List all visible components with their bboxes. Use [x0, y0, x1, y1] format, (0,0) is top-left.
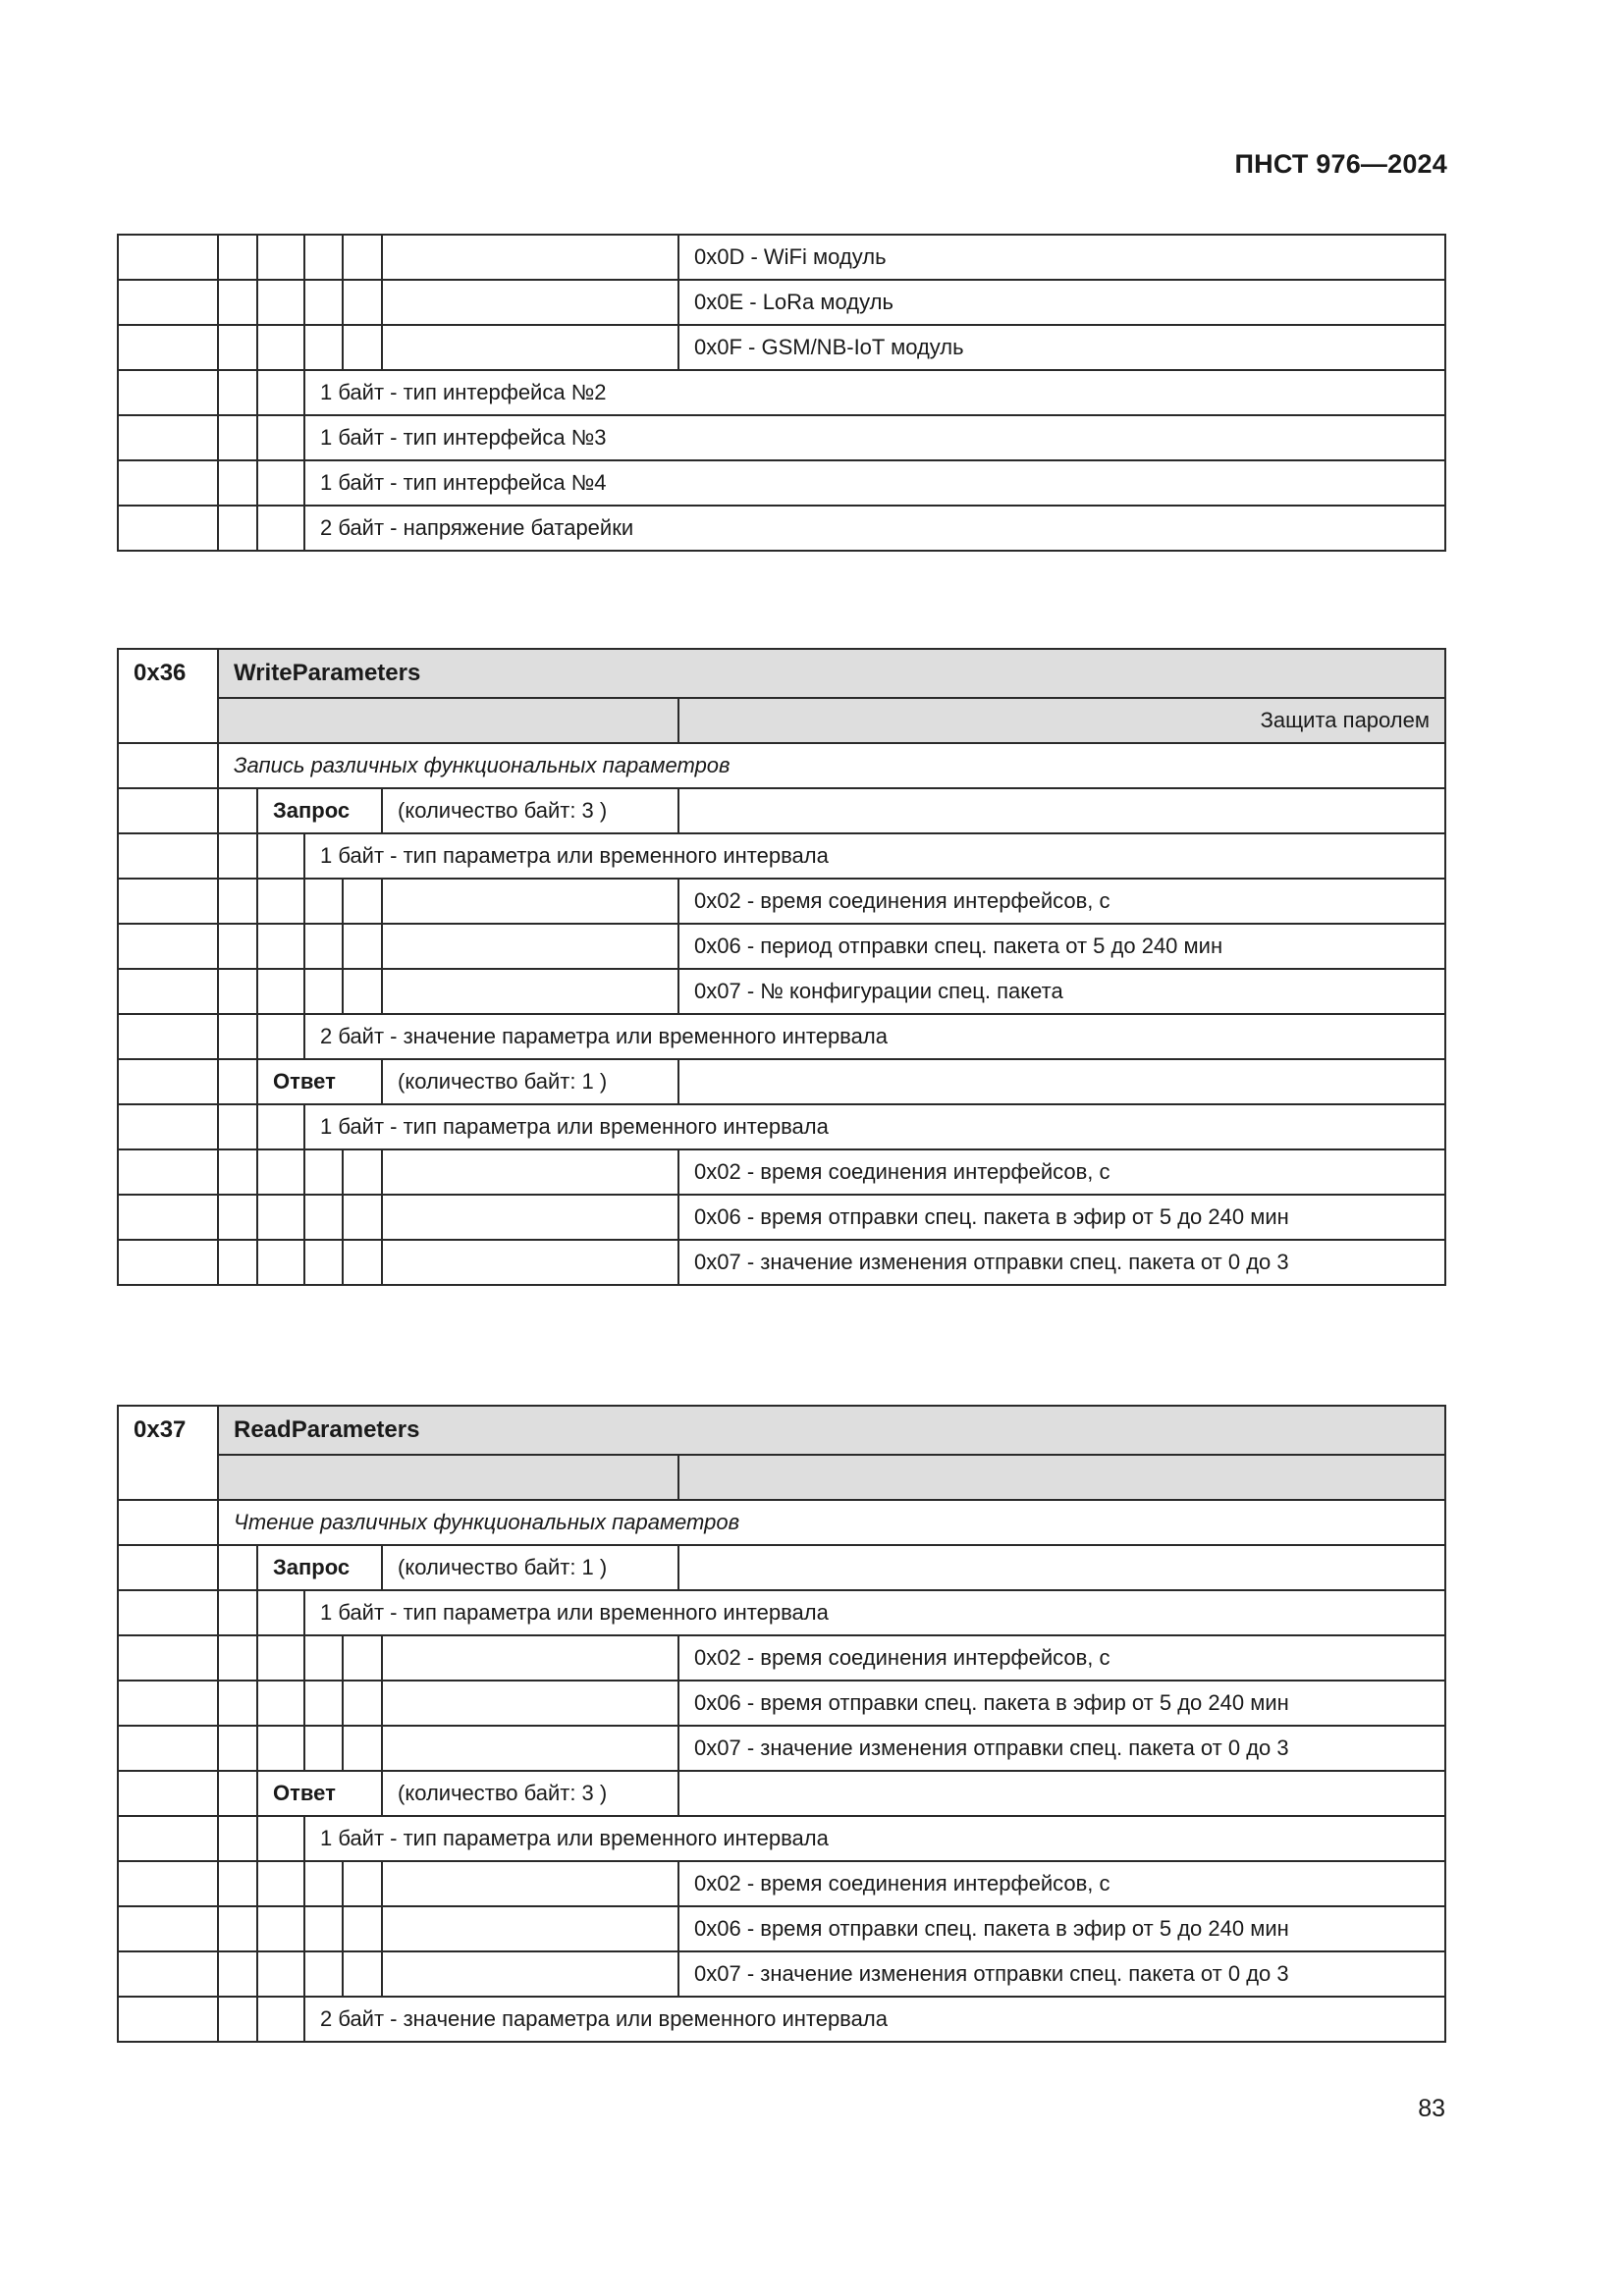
response-label: Ответ — [257, 1059, 382, 1104]
command-description: Запись различных функциональных параметров — [218, 743, 1445, 788]
request-label: Запрос — [257, 1545, 382, 1590]
table-row — [118, 924, 1445, 969]
table-row — [118, 1635, 1445, 1681]
command-code: 0x37 — [118, 1406, 218, 1500]
table-row — [118, 1906, 1445, 1951]
table-row — [118, 1014, 1445, 1059]
table-row — [118, 1861, 1445, 1906]
table-row — [118, 370, 1445, 415]
command-name: ReadParameters — [218, 1406, 1445, 1455]
value-cell: 0x07 - значение изменения отправки спец. пакета от 0 до 3 — [678, 1951, 1445, 1997]
value-cell: 0x02 - время соединения интерфейсов, с — [678, 1861, 1445, 1906]
value-cell: 0x06 - время отправки спец. пакета в эфир от 5 до 240 мин — [678, 1681, 1445, 1726]
response-label: Ответ — [257, 1771, 382, 1816]
value-cell: 0x07 - значение изменения отправки спец. пакета от 0 до 3 — [678, 1726, 1445, 1771]
request-row — [118, 1545, 1445, 1590]
response-row — [118, 1771, 1445, 1816]
protection-row — [118, 1455, 1445, 1500]
command-code: 0x36 — [118, 649, 218, 743]
byte-cell: 1 байт - тип интерфейса №2 — [304, 370, 1445, 415]
command-description: Чтение различных функциональных параметров — [218, 1500, 1445, 1545]
table-row — [118, 1240, 1445, 1285]
value-cell: 0x02 - время соединения интерфейсов, с — [678, 1149, 1445, 1195]
write-parameters-table — [117, 648, 1446, 1286]
table-row — [118, 1149, 1445, 1195]
table-row — [118, 506, 1445, 551]
description-row — [118, 1500, 1445, 1545]
table-row — [118, 1195, 1445, 1240]
table-row — [118, 415, 1445, 460]
byte-cell: 1 байт - тип параметра или временного интервала — [304, 1816, 1445, 1861]
value-cell: 0x06 - время отправки спец. пакета в эфир от 5 до 240 мин — [678, 1195, 1445, 1240]
protection-label: Защита паролем — [678, 698, 1445, 743]
page-number: 83 — [1418, 2095, 1445, 2122]
protection-row — [118, 698, 1445, 743]
byte-cell: 1 байт - тип параметра или временного интервала — [304, 1590, 1445, 1635]
document-code: ПНСТ 976—2024 — [1234, 149, 1447, 179]
value-cell: 0x0D - WiFi модуль — [678, 235, 1445, 280]
description-row — [118, 743, 1445, 788]
value-cell: 0x0E - LoRa модуль — [678, 280, 1445, 325]
byte-count: (количество байт: 3 ) — [382, 1771, 678, 1816]
table-row — [118, 280, 1445, 325]
value-cell: 0x07 - значение изменения отправки спец. пакета от 0 до 3 — [678, 1240, 1445, 1285]
value-cell: 0x02 - время соединения интерфейсов, с — [678, 879, 1445, 924]
table-row — [118, 1681, 1445, 1726]
byte-cell: 1 байт - тип интерфейса №3 — [304, 415, 1445, 460]
table-row — [118, 1726, 1445, 1771]
table-row — [118, 1590, 1445, 1635]
byte-cell: 2 байт - значение параметра или временного интервала — [304, 1014, 1445, 1059]
request-row — [118, 788, 1445, 833]
table-row — [118, 1997, 1445, 2042]
table-row — [118, 460, 1445, 506]
table-row — [118, 879, 1445, 924]
value-cell: 0x0F - GSM/NB-IoT модуль — [678, 325, 1445, 370]
byte-cell: 1 байт - тип интерфейса №4 — [304, 460, 1445, 506]
byte-cell: 2 байт - значение параметра или временного интервала — [304, 1997, 1445, 2042]
command-name: WriteParameters — [218, 649, 1445, 698]
byte-cell: 1 байт - тип параметра или временного интервала — [304, 833, 1445, 879]
table-row — [118, 325, 1445, 370]
byte-cell: 1 байт - тип параметра или временного интервала — [304, 1104, 1445, 1149]
request-label: Запрос — [257, 788, 382, 833]
value-cell: 0x06 - период отправки спец. пакета от 5 до 240 мин — [678, 924, 1445, 969]
table-row — [118, 1951, 1445, 1997]
value-cell: 0x07 - № конфигурации спец. пакета — [678, 969, 1445, 1014]
response-row — [118, 1059, 1445, 1104]
command-header-row — [118, 1406, 1445, 1455]
value-cell: 0x06 - время отправки спец. пакета в эфир от 5 до 240 мин — [678, 1906, 1445, 1951]
table-row — [118, 235, 1445, 280]
table-row — [118, 1816, 1445, 1861]
table-row — [118, 833, 1445, 879]
byte-cell: 2 байт - напряжение батарейки — [304, 506, 1445, 551]
read-parameters-table — [117, 1405, 1446, 2043]
byte-count: (количество байт: 1 ) — [382, 1059, 678, 1104]
value-cell: 0x02 - время соединения интерфейсов, с — [678, 1635, 1445, 1681]
byte-count: (количество байт: 3 ) — [382, 788, 678, 833]
table-row — [118, 969, 1445, 1014]
table-row — [118, 1104, 1445, 1149]
command-header-row — [118, 649, 1445, 698]
byte-count: (количество байт: 1 ) — [382, 1545, 678, 1590]
interface-types-table — [117, 234, 1446, 552]
